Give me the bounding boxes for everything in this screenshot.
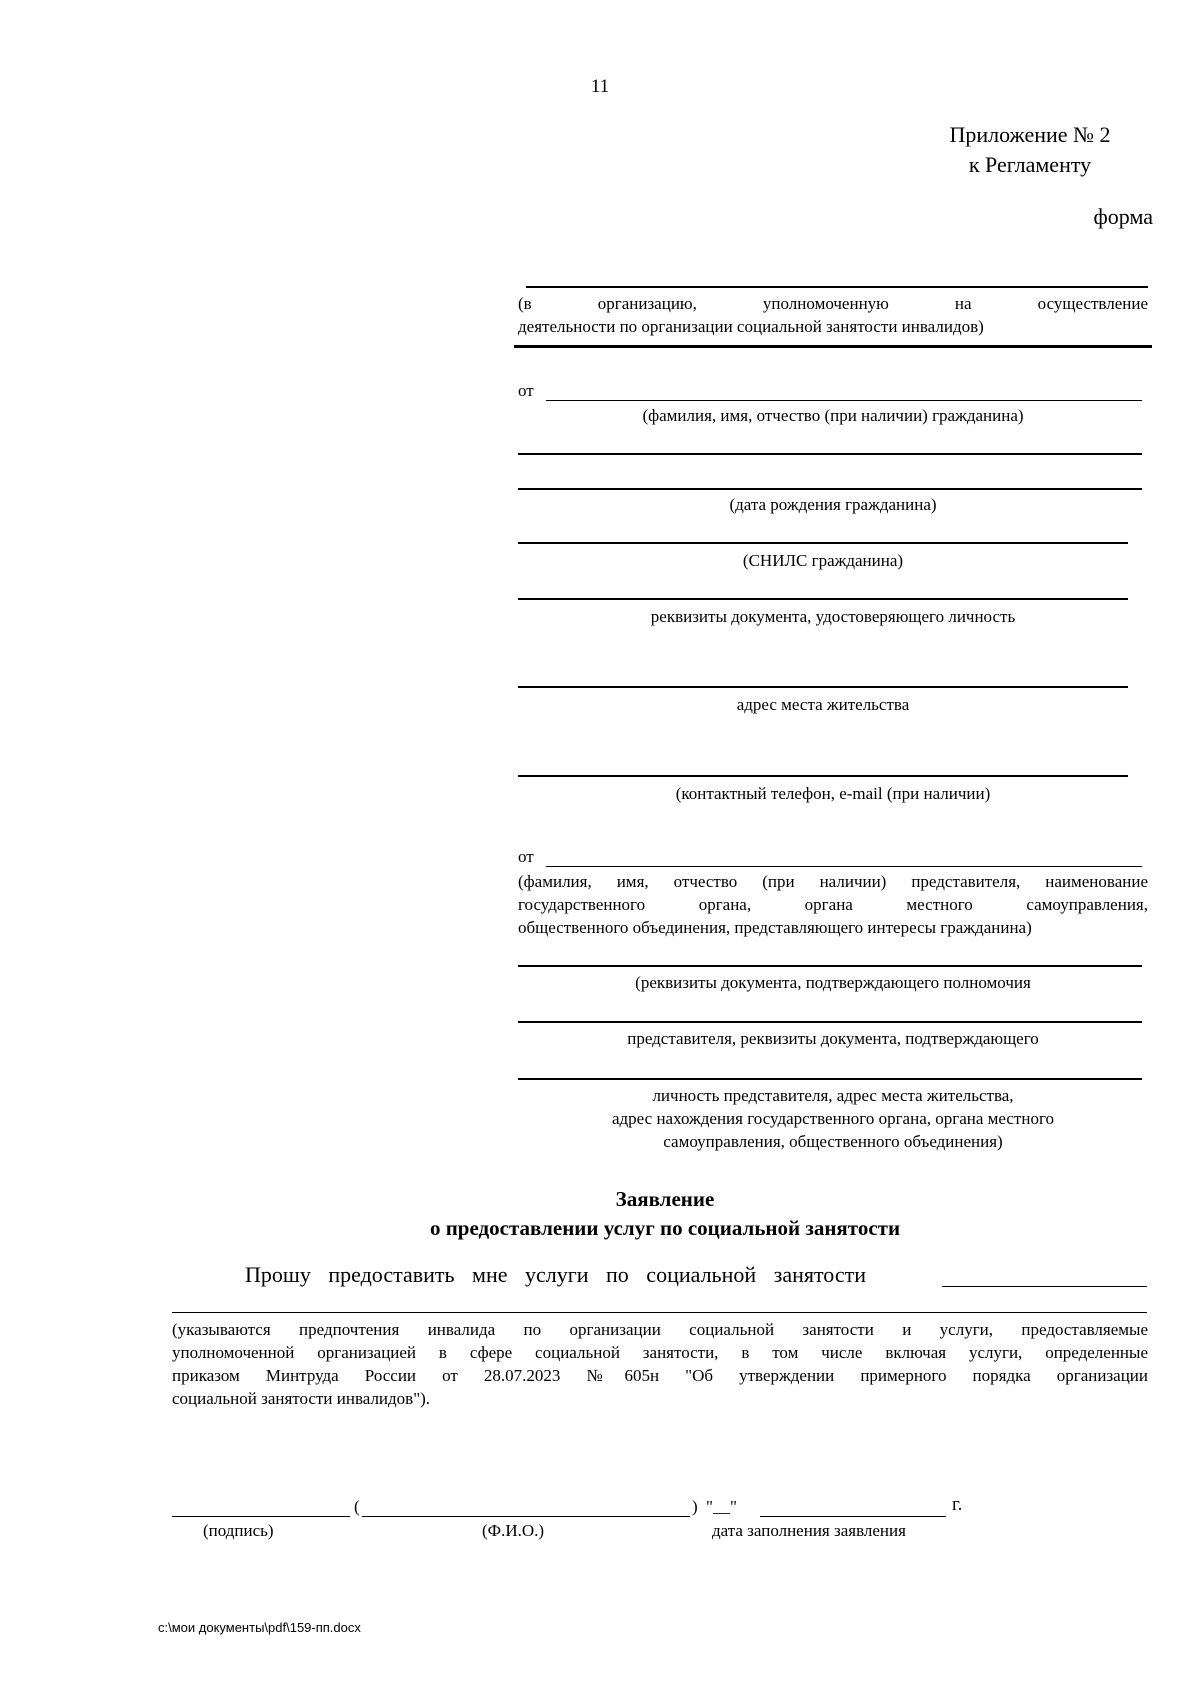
appendix-line1: Приложение № 2 <box>949 122 1111 147</box>
year-suffix: г. <box>952 1494 963 1515</box>
statement-note <box>172 1318 1148 1410</box>
citizen-id-doc-field[interactable] <box>518 598 1128 600</box>
statement-note-line3: приказом Минтруда России от 28.07.2023 №605н "Об утверждении примерного порядка организации <box>172 1366 1148 1385</box>
statement-services-field[interactable] <box>942 1286 1147 1287</box>
representative-caption-line2: государственного органа, органа местного самоуправления, <box>518 895 1148 914</box>
citizen-contact-field[interactable] <box>518 775 1128 777</box>
representative-fio-field[interactable] <box>546 866 1142 867</box>
recipient-field-line[interactable] <box>526 286 1148 288</box>
citizen-address-field[interactable] <box>518 686 1128 688</box>
statement-note-line2: уполномоченной организацией в сфере социальной занятости, в том числе включая услуги, определенные <box>172 1343 1148 1362</box>
representative-doc-caption3: личность представителя, адрес места жительства, <box>652 1086 1014 1105</box>
signature-fio-caption: (Ф.И.О.) <box>482 1521 545 1540</box>
citizen-fio-field-2[interactable] <box>518 453 1142 455</box>
date-caption: дата заполнения заявления <box>712 1521 906 1540</box>
citizen-birth-field[interactable] <box>518 488 1142 490</box>
representative-doc-caption2: представителя, реквизиты документа, подтверждающего <box>627 1029 1039 1048</box>
statement-subtitle: о предоставлении услуг по социальной занятости <box>429 1216 901 1240</box>
citizen-id-doc-caption: реквизиты документа, удостоверяющего личность <box>650 607 1016 626</box>
statement-note-line1: (указываются предпочтения инвалида по организации социальной занятости и услуги, предоставляемые <box>172 1320 1148 1339</box>
statement-body-line <box>245 1262 1175 1288</box>
representative-doc-caption5: самоуправления, общественного объединения) <box>663 1132 1003 1151</box>
citizen-contact-caption: (контактный телефон, e-mail (при наличии) <box>675 784 991 803</box>
signature-fio-field[interactable] <box>362 1516 690 1517</box>
recipient-caption-line1: (в организацию, уполномоченную на осуществление <box>518 294 1148 313</box>
representative-caption-line1: (фамилия, имя, отчество (при наличии) представителя, наименование <box>518 872 1148 891</box>
signature-caption: (подпись) <box>203 1521 274 1540</box>
representative-doc-caption4: адрес нахождения государственного органа, органа местного <box>611 1109 1055 1128</box>
fio-close-paren: ) <box>692 1497 698 1516</box>
date-month-year-field[interactable] <box>760 1516 946 1517</box>
footer-file-path: c:\мои документы\pdf\159-пп.docx <box>158 1620 361 1635</box>
appendix-header <box>880 120 1180 180</box>
citizen-snils-field[interactable] <box>518 542 1128 544</box>
representative-from-label: от <box>518 847 534 866</box>
citizen-birth-caption: (дата рождения гражданина) <box>729 495 937 514</box>
representative-doc-caption1: (реквизиты документа, подтверждающего полномочия <box>635 973 1031 992</box>
statement-services-field-2[interactable] <box>172 1312 1147 1313</box>
statement-note-line4: социальной занятости инвалидов"). <box>172 1389 431 1408</box>
date-day-field[interactable]: "__" <box>706 1497 737 1516</box>
signature-field[interactable] <box>172 1516 350 1517</box>
citizen-fio-caption: (фамилия, имя, отчество (при наличии) гражданина) <box>642 406 1024 425</box>
citizen-fio-field[interactable] <box>546 400 1142 401</box>
representative-doc-field-2[interactable] <box>518 1021 1142 1023</box>
recipient-bottom-rule <box>514 345 1152 348</box>
citizen-snils-caption: (СНИЛС гражданина) <box>742 551 904 570</box>
representative-caption-line3: общественного объединения, представляющего интересы гражданина) <box>518 918 1032 937</box>
citizen-from-label: от <box>518 381 534 400</box>
form-label: форма <box>1093 204 1153 229</box>
appendix-line2: к Регламенту <box>968 152 1092 177</box>
recipient-caption-line2: деятельности по организации социальной занятости инвалидов) <box>518 317 984 336</box>
page-number: 11 <box>590 76 610 97</box>
citizen-address-caption: адрес места жительства <box>736 695 910 714</box>
statement-title: Заявление <box>615 1187 715 1211</box>
fio-open-paren: ( <box>354 1497 360 1516</box>
representative-doc-field-1[interactable] <box>518 965 1142 967</box>
statement-body-text: Прошу предоставить мне услуги по социальной занятости <box>245 1262 867 1287</box>
representative-doc-field-3[interactable] <box>518 1078 1142 1080</box>
